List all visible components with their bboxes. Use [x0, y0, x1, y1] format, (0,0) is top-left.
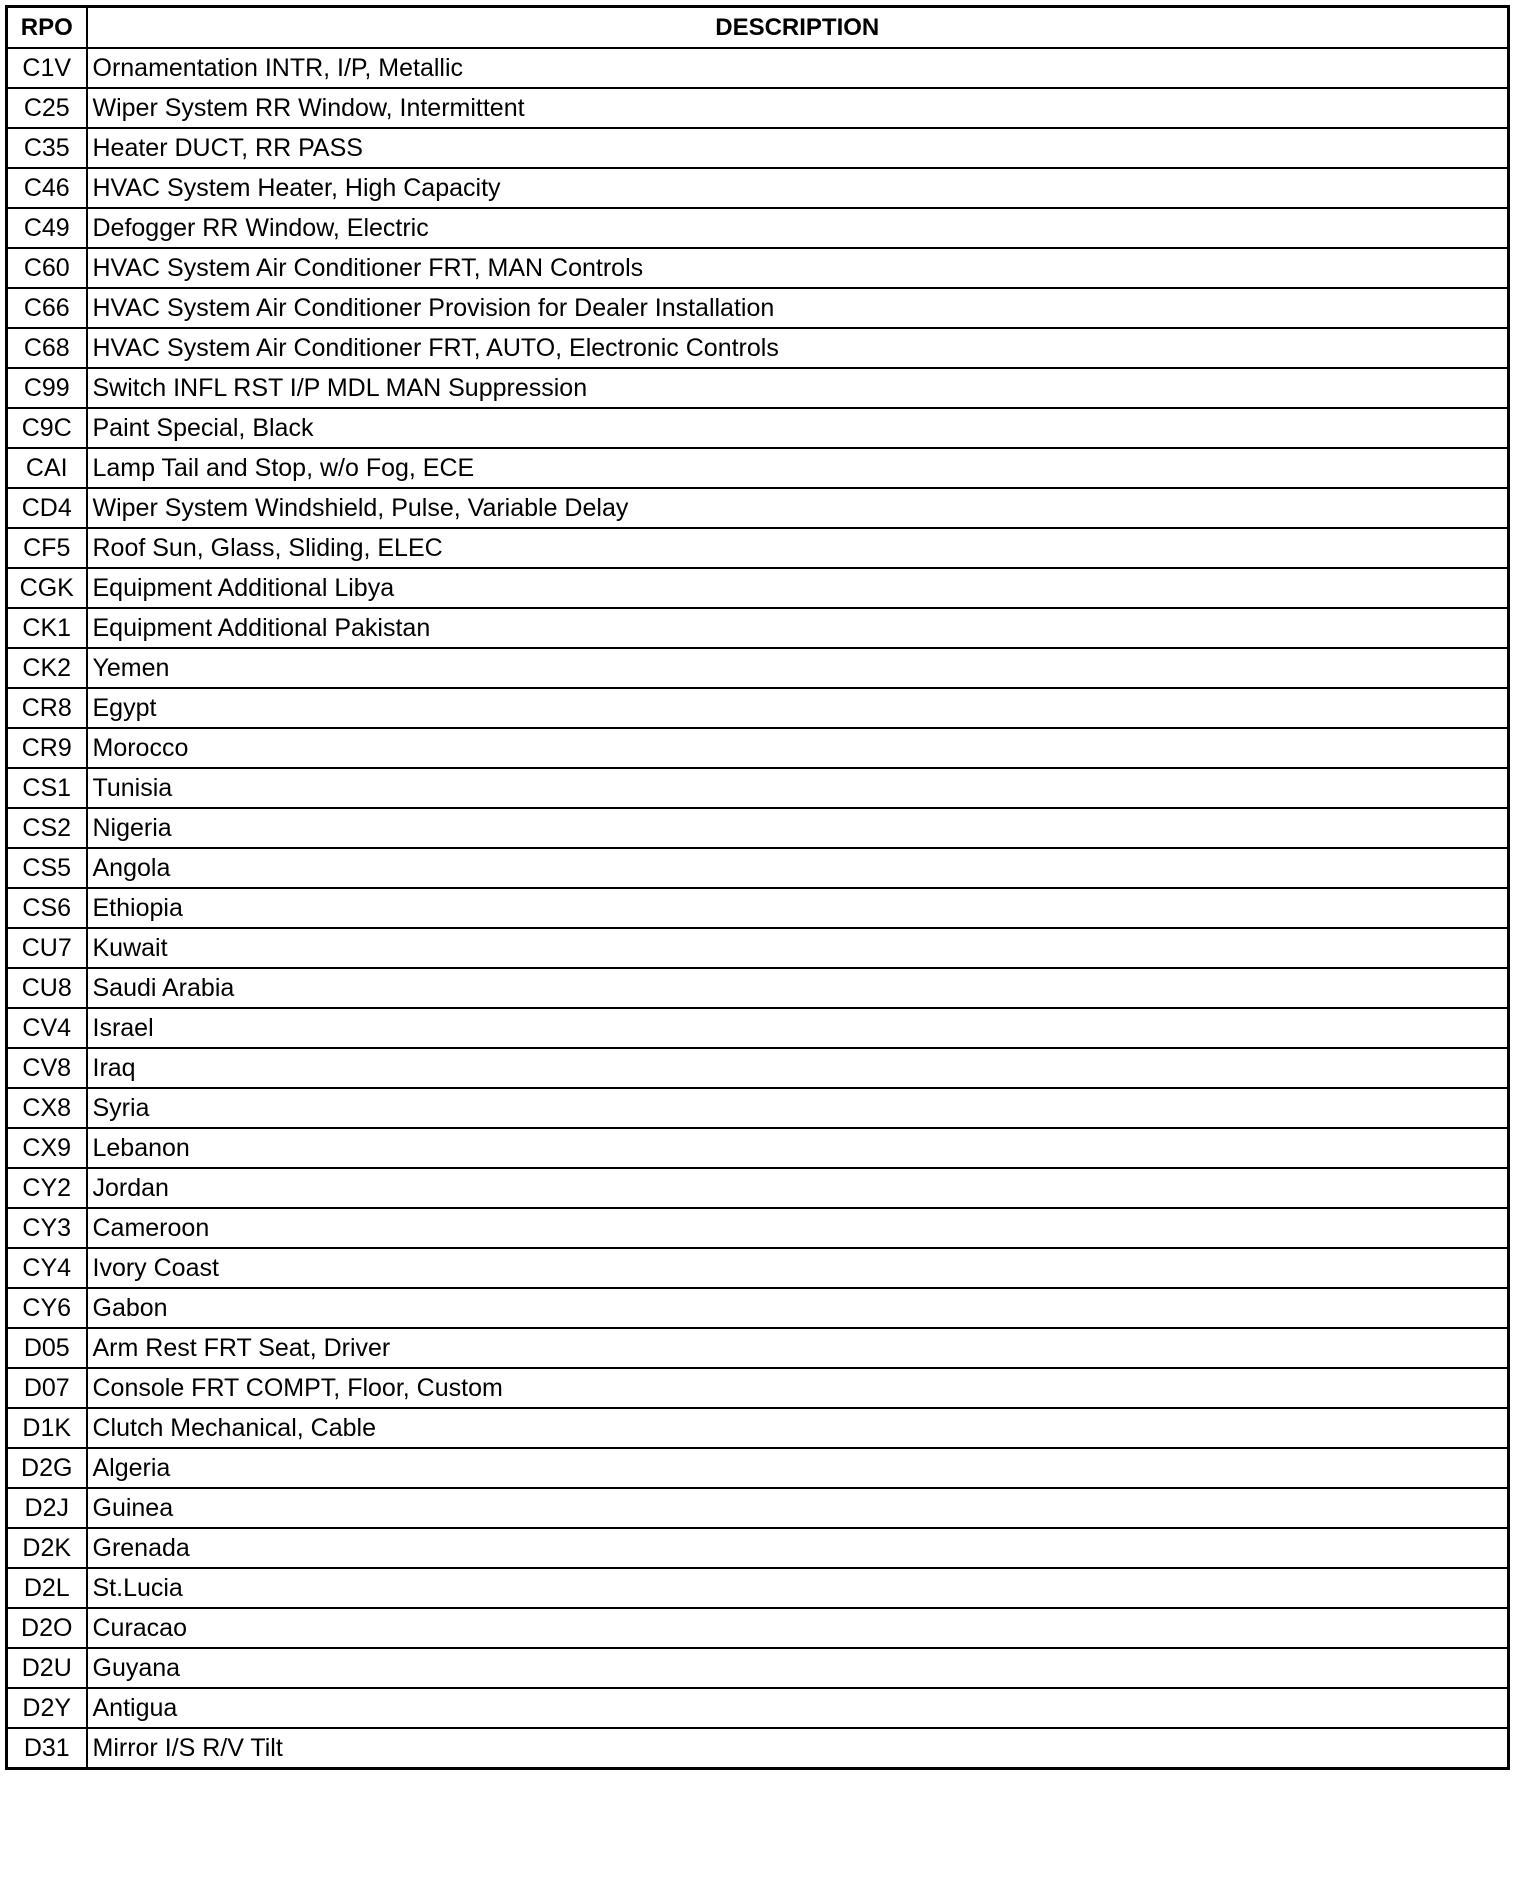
- table-row: [7, 1368, 1509, 1408]
- table-row: [7, 1048, 1509, 1088]
- rpo-code-cell: D2U: [7, 1648, 87, 1688]
- rpo-code-cell: CK2: [7, 648, 87, 688]
- description-cell: Gabon: [87, 1288, 1509, 1328]
- description-cell: Curacao: [87, 1608, 1509, 1648]
- description-cell: Clutch Mechanical, Cable: [87, 1408, 1509, 1448]
- description-cell: Lamp Tail and Stop, w/o Fog, ECE: [87, 448, 1509, 488]
- table-row: [7, 1448, 1509, 1488]
- table-row: [7, 1608, 1509, 1648]
- rpo-code-cell: C49: [7, 208, 87, 248]
- rpo-code-cell: CGK: [7, 568, 87, 608]
- table-row: [7, 888, 1509, 928]
- description-cell: Ornamentation INTR, I/P, Metallic: [87, 48, 1509, 88]
- rpo-description-table: [5, 5, 1510, 1770]
- rpo-code-cell: D2O: [7, 1608, 87, 1648]
- table-row: [7, 608, 1509, 648]
- rpo-code-cell: C66: [7, 288, 87, 328]
- rpo-code-cell: CR9: [7, 728, 87, 768]
- rpo-code-cell: C1V: [7, 48, 87, 88]
- rpo-code-cell: D31: [7, 1728, 87, 1769]
- description-cell: Angola: [87, 848, 1509, 888]
- rpo-code-cell: CX9: [7, 1128, 87, 1168]
- table-row: [7, 408, 1509, 448]
- description-cell: Syria: [87, 1088, 1509, 1128]
- table-row: [7, 48, 1509, 88]
- table-row: [7, 1168, 1509, 1208]
- description-cell: HVAC System Air Conditioner Provision for Dealer Installation: [87, 288, 1509, 328]
- description-cell: Jordan: [87, 1168, 1509, 1208]
- table-row: [7, 728, 1509, 768]
- rpo-code-cell: C60: [7, 248, 87, 288]
- rpo-code-cell: CY6: [7, 1288, 87, 1328]
- description-cell: Switch INFL RST I/P MDL MAN Suppression: [87, 368, 1509, 408]
- rpo-code-cell: C99: [7, 368, 87, 408]
- description-cell: Guyana: [87, 1648, 1509, 1688]
- table-row: [7, 128, 1509, 168]
- table-row: [7, 1248, 1509, 1288]
- rpo-code-cell: CY2: [7, 1168, 87, 1208]
- table-row: [7, 808, 1509, 848]
- rpo-code-cell: CU8: [7, 968, 87, 1008]
- table-row: [7, 1008, 1509, 1048]
- rpo-code-cell: C35: [7, 128, 87, 168]
- description-cell: Nigeria: [87, 808, 1509, 848]
- rpo-code-cell: CV4: [7, 1008, 87, 1048]
- description-cell: Wiper System Windshield, Pulse, Variable Delay: [87, 488, 1509, 528]
- table-row: [7, 568, 1509, 608]
- table-row: [7, 1088, 1509, 1128]
- description-cell: Arm Rest FRT Seat, Driver: [87, 1328, 1509, 1368]
- rpo-code-cell: D05: [7, 1328, 87, 1368]
- description-cell: Lebanon: [87, 1128, 1509, 1168]
- table-row: [7, 968, 1509, 1008]
- table-row: [7, 688, 1509, 728]
- description-cell: Tunisia: [87, 768, 1509, 808]
- rpo-code-cell: CY4: [7, 1248, 87, 1288]
- table-row: [7, 528, 1509, 568]
- table-header-row: [7, 7, 1509, 49]
- description-cell: Algeria: [87, 1448, 1509, 1488]
- description-cell: Mirror I/S R/V Tilt: [87, 1728, 1509, 1769]
- description-cell: Roof Sun, Glass, Sliding, ELEC: [87, 528, 1509, 568]
- table-row: [7, 1128, 1509, 1168]
- table-row: [7, 328, 1509, 368]
- table-row: [7, 648, 1509, 688]
- table-row: [7, 488, 1509, 528]
- table-row: [7, 168, 1509, 208]
- rpo-column-header: RPO: [7, 7, 87, 49]
- description-cell: Morocco: [87, 728, 1509, 768]
- rpo-code-cell: D2K: [7, 1528, 87, 1568]
- rpo-code-cell: C46: [7, 168, 87, 208]
- description-cell: Yemen: [87, 648, 1509, 688]
- table-row: [7, 1688, 1509, 1728]
- description-cell: Grenada: [87, 1528, 1509, 1568]
- table-row: [7, 368, 1509, 408]
- table-row: [7, 1568, 1509, 1608]
- description-cell: Equipment Additional Pakistan: [87, 608, 1509, 648]
- rpo-code-cell: D2G: [7, 1448, 87, 1488]
- description-cell: Console FRT COMPT, Floor, Custom: [87, 1368, 1509, 1408]
- description-cell: Kuwait: [87, 928, 1509, 968]
- rpo-code-cell: CF5: [7, 528, 87, 568]
- rpo-code-cell: CS6: [7, 888, 87, 928]
- table-row: [7, 248, 1509, 288]
- table-row: [7, 768, 1509, 808]
- rpo-code-cell: CX8: [7, 1088, 87, 1128]
- rpo-code-cell: CK1: [7, 608, 87, 648]
- table-row: [7, 848, 1509, 888]
- table-row: [7, 1528, 1509, 1568]
- rpo-code-cell: D07: [7, 1368, 87, 1408]
- description-cell: Ivory Coast: [87, 1248, 1509, 1288]
- description-cell: Antigua: [87, 1688, 1509, 1728]
- rpo-code-cell: C68: [7, 328, 87, 368]
- rpo-code-cell: CV8: [7, 1048, 87, 1088]
- table-row: [7, 1208, 1509, 1248]
- description-cell: Equipment Additional Libya: [87, 568, 1509, 608]
- rpo-code-cell: D2L: [7, 1568, 87, 1608]
- rpo-code-cell: CAI: [7, 448, 87, 488]
- rpo-code-cell: CR8: [7, 688, 87, 728]
- table-row: [7, 288, 1509, 328]
- description-cell: Israel: [87, 1008, 1509, 1048]
- table-row: [7, 928, 1509, 968]
- description-cell: HVAC System Air Conditioner FRT, MAN Controls: [87, 248, 1509, 288]
- rpo-code-cell: CY3: [7, 1208, 87, 1248]
- rpo-code-cell: CS5: [7, 848, 87, 888]
- rpo-code-cell: CU7: [7, 928, 87, 968]
- description-column-header: DESCRIPTION: [87, 7, 1509, 49]
- description-cell: St.Lucia: [87, 1568, 1509, 1608]
- description-cell: Iraq: [87, 1048, 1509, 1088]
- description-cell: Egypt: [87, 688, 1509, 728]
- table-row: [7, 1728, 1509, 1769]
- rpo-code-cell: D1K: [7, 1408, 87, 1448]
- description-cell: HVAC System Heater, High Capacity: [87, 168, 1509, 208]
- table-row: [7, 1488, 1509, 1528]
- description-cell: Defogger RR Window, Electric: [87, 208, 1509, 248]
- description-cell: Guinea: [87, 1488, 1509, 1528]
- description-cell: Saudi Arabia: [87, 968, 1509, 1008]
- table-body: [7, 48, 1509, 1769]
- description-cell: Heater DUCT, RR PASS: [87, 128, 1509, 168]
- table-row: [7, 1408, 1509, 1448]
- rpo-code-cell: D2J: [7, 1488, 87, 1528]
- table-row: [7, 1648, 1509, 1688]
- description-cell: HVAC System Air Conditioner FRT, AUTO, Electronic Controls: [87, 328, 1509, 368]
- table-row: [7, 88, 1509, 128]
- rpo-code-cell: CS1: [7, 768, 87, 808]
- description-cell: Paint Special, Black: [87, 408, 1509, 448]
- table-row: [7, 1328, 1509, 1368]
- rpo-code-cell: CS2: [7, 808, 87, 848]
- rpo-code-cell: C25: [7, 88, 87, 128]
- table-row: [7, 1288, 1509, 1328]
- description-cell: Cameroon: [87, 1208, 1509, 1248]
- table-row: [7, 208, 1509, 248]
- description-cell: Wiper System RR Window, Intermittent: [87, 88, 1509, 128]
- description-cell: Ethiopia: [87, 888, 1509, 928]
- rpo-code-cell: CD4: [7, 488, 87, 528]
- rpo-code-cell: C9C: [7, 408, 87, 448]
- table-row: [7, 448, 1509, 488]
- rpo-code-cell: D2Y: [7, 1688, 87, 1728]
